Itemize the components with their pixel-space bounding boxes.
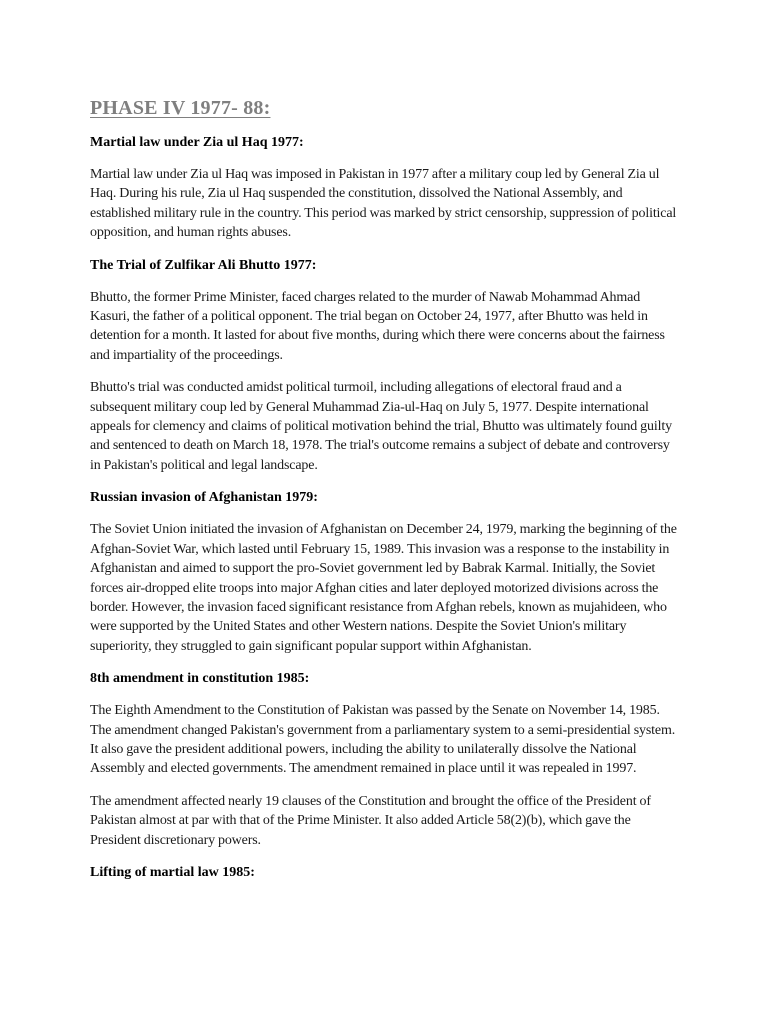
- section-heading: Lifting of martial law 1985:: [90, 864, 255, 880]
- section-lifting-martial-law: [90, 863, 678, 882]
- paragraph: The Soviet Union initiated the invasion of Afghanistan on December 24, 1979, marking the beginning of the Afghan-Soviet War, which lasted until February 15, 1989. This invasion was a response to the instability in Afghanistan and aimed to support the pro-Soviet government led by Babrak Karmal. Initially, the Soviet forces air-dropped elite troops into major Afghan cities and later deployed motorized divisions across the border. However, the invasion faced significant resistance from Afghan rebels, known as mujahideen, who were supported by the United States and other Western nations. Despite the Soviet Union's military superiority, they struggled to gain significant popular support within Afghanistan.: [90, 522, 677, 654]
- paragraph: Bhutto, the former Prime Minister, faced charges related to the murder of Nawab Mohammad Ahmad Kasuri, the father of a political opponent. The trial began on October 24, 1977, after Bhutto was held in detention for a month. It lasted for about five months, during which there were concerns about the fairness and impartiality of the proceedings.: [90, 289, 665, 363]
- section-martial-law: [90, 133, 678, 243]
- paragraph: Bhutto's trial was conducted amidst political turmoil, including allegations of electoral fraud and a subsequent military coup led by General Muhammad Zia-ul-Haq on July 5, 1977. Despite international appeals for clemency and claims of political motivation behind the trial, Bhutto was ultimately found guilty and sentenced to death on March 18, 1978. The trial's outcome remains a subject of debate and controversy in Pakistan's political and legal landscape.: [90, 380, 672, 473]
- section-bhutto-trial: [90, 256, 678, 476]
- section-heading: Martial law under Zia ul Haq 1977:: [90, 135, 304, 150]
- section-heading: The Trial of Zulfikar Ali Bhutto 1977:: [90, 257, 317, 273]
- paragraph: The Eighth Amendment to the Constitution of Pakistan was passed by the Senate on November 14, 1985. The amendment changed Pakistan's government from a parliamentary system to a semi-presidential system. It also gave the president additional powers, including the ability to unilaterally dissolve the National Assembly and elected governments. The amendment remained in place until it was repealed in 1997.: [90, 703, 676, 777]
- section-heading: 8th amendment in constitution 1985:: [90, 671, 310, 687]
- section-heading: Russian invasion of Afghanistan 1979:: [90, 490, 318, 506]
- paragraph: The amendment affected nearly 19 clauses of the Constitution and brought the office of the President of Pakistan almost at par with that of the Prime Minister. It also added Article 58(2)(b), which gave the President discretionary powers.: [90, 793, 651, 848]
- document-page: [90, 95, 678, 895]
- page-title: PHASE IV 1977- 88:: [90, 97, 271, 119]
- paragraph: Martial law under Zia ul Haq was imposed in Pakistan in 1977 after a military coup led by General Zia ul Haq. During his rule, Zia ul Haq suspended the constitution, dissolved the National Assembly, and established military rule in the country. This period was marked by strict censorship, suppression of political opposition, and human rights abuses.: [90, 167, 677, 241]
- section-8th-amendment: [90, 669, 678, 850]
- section-russian-invasion: [90, 488, 678, 656]
